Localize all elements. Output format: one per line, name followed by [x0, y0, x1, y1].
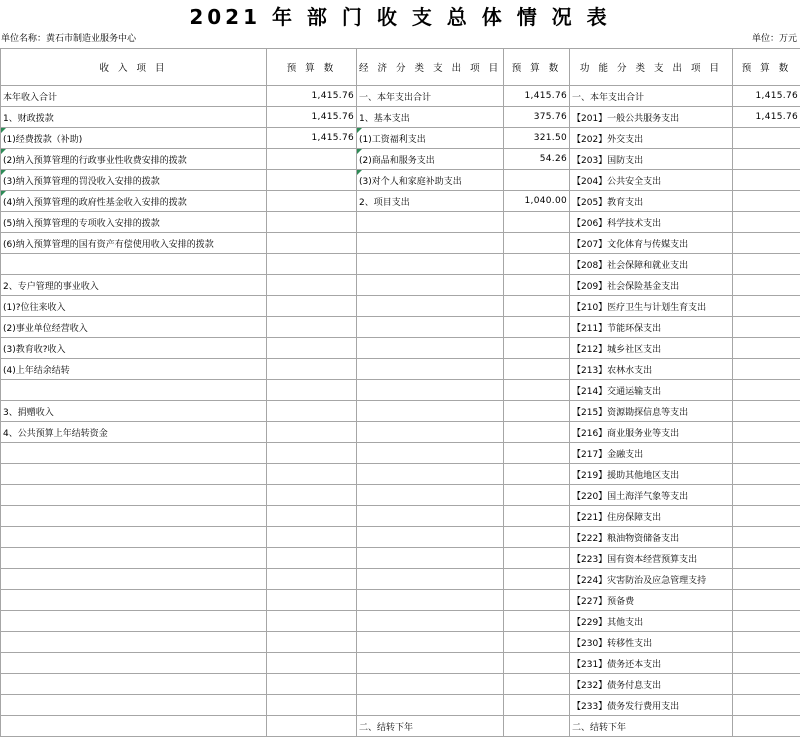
page-title: 2021 年 部 门 收 支 总 体 情 况 表	[189, 5, 611, 29]
func-budget-cell	[733, 359, 800, 380]
table-row	[1, 359, 800, 380]
func-item-cell: 【212】城乡社区支出	[570, 338, 733, 359]
func-budget-cell	[733, 422, 800, 443]
income-item-cell	[1, 674, 267, 695]
income-budget-cell	[267, 443, 357, 464]
econ-budget-cell	[504, 212, 570, 233]
income-budget-cell: 1,415.76	[267, 128, 357, 149]
func-item-cell: 【201】一般公共服务支出	[570, 107, 733, 128]
budget-table	[0, 48, 800, 737]
income-budget-cell	[267, 359, 357, 380]
table-row	[1, 296, 800, 317]
func-budget-cell	[733, 653, 800, 674]
econ-budget-cell	[504, 611, 570, 632]
func-item-cell: 【211】节能环保支出	[570, 317, 733, 338]
econ-budget-cell	[504, 695, 570, 716]
header-income-budget: 预 算 数	[267, 49, 357, 86]
table-row	[1, 653, 800, 674]
income-budget-cell	[267, 338, 357, 359]
econ-budget-cell	[504, 464, 570, 485]
table-row	[1, 569, 800, 590]
income-item-cell: (4)纳入预算管理的政府性基金收入安排的拨款	[1, 191, 267, 212]
econ-item-cell	[357, 359, 504, 380]
econ-item-cell	[357, 275, 504, 296]
income-budget-cell	[267, 590, 357, 611]
header-econ-budget: 预 算 数	[504, 49, 570, 86]
func-item-cell: 【220】国土海洋气象等支出	[570, 485, 733, 506]
income-item-cell	[1, 590, 267, 611]
econ-budget-cell	[504, 632, 570, 653]
econ-budget-cell	[504, 674, 570, 695]
econ-budget-cell	[504, 359, 570, 380]
func-item-cell: 【207】文化体育与传媒支出	[570, 233, 733, 254]
table-row	[1, 548, 800, 569]
table-row	[1, 443, 800, 464]
income-item-cell	[1, 380, 267, 401]
header-func-budget: 预 算 数	[733, 49, 800, 86]
econ-item-cell	[357, 653, 504, 674]
income-item-cell: (3)纳入预算管理的罚没收入安排的拨款	[1, 170, 267, 191]
income-item-cell	[1, 716, 267, 737]
econ-budget-cell	[504, 485, 570, 506]
func-item-cell: 【229】其他支出	[570, 611, 733, 632]
func-item-cell: 【232】债务付息支出	[570, 674, 733, 695]
income-item-cell	[1, 506, 267, 527]
func-budget-cell	[733, 296, 800, 317]
func-budget-cell	[733, 401, 800, 422]
func-item-cell: 【224】灾害防治及应急管理支持	[570, 569, 733, 590]
econ-item-cell	[357, 422, 504, 443]
econ-item-cell	[357, 464, 504, 485]
econ-budget-cell	[504, 422, 570, 443]
func-item-cell: 【216】商业服务业等支出	[570, 422, 733, 443]
income-item-cell: (1)经费拨款（补助)	[1, 128, 267, 149]
table-row	[1, 674, 800, 695]
func-budget-cell	[733, 464, 800, 485]
func-budget-cell	[733, 632, 800, 653]
table-row	[1, 464, 800, 485]
income-item-cell: 4、公共预算上年结转资金	[1, 422, 267, 443]
econ-budget-cell	[504, 527, 570, 548]
func-budget-cell	[733, 611, 800, 632]
econ-budget-cell	[504, 170, 570, 191]
func-item-cell: 【230】转移性支出	[570, 632, 733, 653]
table-header-row	[1, 49, 800, 86]
income-budget-cell	[267, 611, 357, 632]
econ-item-cell	[357, 212, 504, 233]
func-budget-cell	[733, 443, 800, 464]
econ-item-cell	[357, 233, 504, 254]
table-row	[1, 716, 800, 737]
income-budget-cell	[267, 233, 357, 254]
func-item-cell: 【209】社会保险基金支出	[570, 275, 733, 296]
table-row	[1, 380, 800, 401]
econ-budget-cell	[504, 317, 570, 338]
func-budget-cell	[733, 569, 800, 590]
econ-item-cell	[357, 632, 504, 653]
table-row	[1, 170, 800, 191]
econ-item-cell: 二、结转下年	[357, 716, 504, 737]
econ-item-cell	[357, 485, 504, 506]
income-budget-cell	[267, 275, 357, 296]
income-budget-cell	[267, 653, 357, 674]
econ-budget-cell	[504, 380, 570, 401]
income-budget-cell	[267, 464, 357, 485]
econ-item-cell	[357, 674, 504, 695]
func-budget-cell	[733, 716, 800, 737]
func-budget-cell	[733, 233, 800, 254]
table-row	[1, 317, 800, 338]
table-row	[1, 611, 800, 632]
econ-item-cell	[357, 548, 504, 569]
econ-item-cell	[357, 527, 504, 548]
func-budget-cell	[733, 254, 800, 275]
econ-budget-cell	[504, 506, 570, 527]
func-item-cell: 【214】交通运输支出	[570, 380, 733, 401]
econ-budget-cell: 54.26	[504, 149, 570, 170]
econ-item-cell	[357, 380, 504, 401]
table-row	[1, 128, 800, 149]
income-budget-cell	[267, 716, 357, 737]
table-row	[1, 149, 800, 170]
econ-budget-cell	[504, 233, 570, 254]
income-item-cell: (3)教育收?收入	[1, 338, 267, 359]
econ-budget-cell	[504, 296, 570, 317]
econ-budget-cell	[504, 548, 570, 569]
income-budget-cell: 1,415.76	[267, 86, 357, 107]
table-row	[1, 191, 800, 212]
func-budget-cell	[733, 506, 800, 527]
income-budget-cell	[267, 401, 357, 422]
income-budget-cell	[267, 632, 357, 653]
header-income-item: 收 入 项 目	[1, 49, 267, 86]
econ-item-cell	[357, 611, 504, 632]
table-row	[1, 695, 800, 716]
func-item-cell: 【222】粮油物资储备支出	[570, 527, 733, 548]
func-item-cell: 一、本年支出合计	[570, 86, 733, 107]
income-budget-cell	[267, 548, 357, 569]
table-row	[1, 527, 800, 548]
income-budget-cell	[267, 422, 357, 443]
table-row	[1, 107, 800, 128]
income-item-cell	[1, 653, 267, 674]
func-budget-cell	[733, 548, 800, 569]
econ-item-cell	[357, 443, 504, 464]
func-item-cell: 【227】预备费	[570, 590, 733, 611]
func-budget-cell	[733, 191, 800, 212]
income-item-cell: (4)上年结余结转	[1, 359, 267, 380]
income-item-cell: 2、专户管理的事业收入	[1, 275, 267, 296]
func-budget-cell	[733, 128, 800, 149]
income-item-cell: (1)?位往来收入	[1, 296, 267, 317]
table-row	[1, 506, 800, 527]
func-budget-cell	[733, 275, 800, 296]
econ-item-cell: 1、基本支出	[357, 107, 504, 128]
econ-item-cell	[357, 401, 504, 422]
income-item-cell	[1, 527, 267, 548]
func-budget-cell	[733, 380, 800, 401]
income-item-cell: (2)纳入预算管理的行政事业性收费安排的拨款	[1, 149, 267, 170]
income-item-cell	[1, 464, 267, 485]
header-econ-item: 经 济 分 类 支 出 项 目	[357, 49, 504, 86]
table-row	[1, 86, 800, 107]
func-item-cell: 【203】国防支出	[570, 149, 733, 170]
func-item-cell: 【219】援助其他地区支出	[570, 464, 733, 485]
income-budget-cell	[267, 296, 357, 317]
econ-budget-cell	[504, 569, 570, 590]
income-item-cell	[1, 632, 267, 653]
econ-item-cell	[357, 695, 504, 716]
econ-budget-cell	[504, 401, 570, 422]
income-budget-cell	[267, 695, 357, 716]
func-item-cell: 【205】教育支出	[570, 191, 733, 212]
econ-budget-cell	[504, 590, 570, 611]
func-budget-cell	[733, 317, 800, 338]
income-budget-cell	[267, 380, 357, 401]
table-row	[1, 233, 800, 254]
income-budget-cell	[267, 149, 357, 170]
table-row	[1, 212, 800, 233]
econ-item-cell	[357, 506, 504, 527]
income-item-cell	[1, 254, 267, 275]
income-budget-cell	[267, 485, 357, 506]
func-budget-cell	[733, 149, 800, 170]
income-budget-cell	[267, 212, 357, 233]
func-budget-cell	[733, 338, 800, 359]
income-item-cell	[1, 695, 267, 716]
income-budget-cell	[267, 317, 357, 338]
econ-item-cell	[357, 254, 504, 275]
table-row	[1, 485, 800, 506]
func-budget-cell: 1,415.76	[733, 86, 800, 107]
func-item-cell: 【213】农林水支出	[570, 359, 733, 380]
table-row	[1, 275, 800, 296]
func-budget-cell	[733, 212, 800, 233]
income-budget-cell	[267, 254, 357, 275]
income-item-cell: (6)纳入预算管理的国有资产有偿使用收入安排的拨款	[1, 233, 267, 254]
income-item-cell	[1, 548, 267, 569]
table-row	[1, 338, 800, 359]
income-budget-cell	[267, 170, 357, 191]
income-item-cell: 3、捐赠收入	[1, 401, 267, 422]
income-item-cell: 本年收入合计	[1, 86, 267, 107]
func-item-cell: 二、结转下年	[570, 716, 733, 737]
table-row	[1, 590, 800, 611]
income-budget-cell: 1,415.76	[267, 107, 357, 128]
func-item-cell: 【210】医疗卫生与计划生育支出	[570, 296, 733, 317]
func-budget-cell	[733, 485, 800, 506]
func-item-cell: 【206】科学技术支出	[570, 212, 733, 233]
unit-currency: 单位：万元	[751, 34, 797, 44]
func-budget-cell	[733, 590, 800, 611]
econ-item-cell	[357, 569, 504, 590]
econ-item-cell: (1)工资福利支出	[357, 128, 504, 149]
income-item-cell	[1, 611, 267, 632]
table-row	[1, 401, 800, 422]
func-item-cell: 【233】债务发行费用支出	[570, 695, 733, 716]
func-budget-cell	[733, 527, 800, 548]
income-item-cell	[1, 569, 267, 590]
income-item-cell: (5)纳入预算管理的专项收入安排的拨款	[1, 212, 267, 233]
econ-item-cell: 一、本年支出合计	[357, 86, 504, 107]
table-row	[1, 632, 800, 653]
econ-budget-cell	[504, 716, 570, 737]
header-func-item: 功 能 分 类 支 出 项 目	[570, 49, 733, 86]
func-budget-cell: 1,415.76	[733, 107, 800, 128]
unit-organization: 单位名称：黄石市制造业服务中心	[1, 34, 137, 44]
income-item-cell: 1、财政拨款	[1, 107, 267, 128]
income-item-cell	[1, 443, 267, 464]
econ-item-cell	[357, 338, 504, 359]
func-item-cell: 【215】资源勘探信息等支出	[570, 401, 733, 422]
econ-item-cell	[357, 590, 504, 611]
econ-item-cell	[357, 296, 504, 317]
income-budget-cell	[267, 506, 357, 527]
econ-item-cell: (2)商品和服务支出	[357, 149, 504, 170]
income-item-cell	[1, 485, 267, 506]
table-row	[1, 422, 800, 443]
func-item-cell: 【202】外交支出	[570, 128, 733, 149]
func-budget-cell	[733, 695, 800, 716]
econ-budget-cell	[504, 338, 570, 359]
income-budget-cell	[267, 191, 357, 212]
func-item-cell: 【208】社会保障和就业支出	[570, 254, 733, 275]
func-budget-cell	[733, 674, 800, 695]
econ-budget-cell	[504, 443, 570, 464]
income-budget-cell	[267, 569, 357, 590]
econ-budget-cell: 1,040.00	[504, 191, 570, 212]
income-budget-cell	[267, 527, 357, 548]
income-budget-cell	[267, 674, 357, 695]
econ-budget-cell	[504, 275, 570, 296]
func-item-cell: 【204】公共安全支出	[570, 170, 733, 191]
econ-item-cell: 2、项目支出	[357, 191, 504, 212]
econ-budget-cell: 375.76	[504, 107, 570, 128]
func-item-cell: 【223】国有资本经营预算支出	[570, 548, 733, 569]
income-item-cell: (2)事业单位经营收入	[1, 317, 267, 338]
func-item-cell: 【217】金融支出	[570, 443, 733, 464]
econ-item-cell	[357, 317, 504, 338]
econ-budget-cell: 1,415.76	[504, 86, 570, 107]
econ-budget-cell	[504, 254, 570, 275]
econ-budget-cell: 321.50	[504, 128, 570, 149]
econ-budget-cell	[504, 653, 570, 674]
econ-item-cell: (3)对个人和家庭补助支出	[357, 170, 504, 191]
table-row	[1, 254, 800, 275]
func-item-cell: 【231】债务还本支出	[570, 653, 733, 674]
func-item-cell: 【221】住房保障支出	[570, 506, 733, 527]
func-budget-cell	[733, 170, 800, 191]
